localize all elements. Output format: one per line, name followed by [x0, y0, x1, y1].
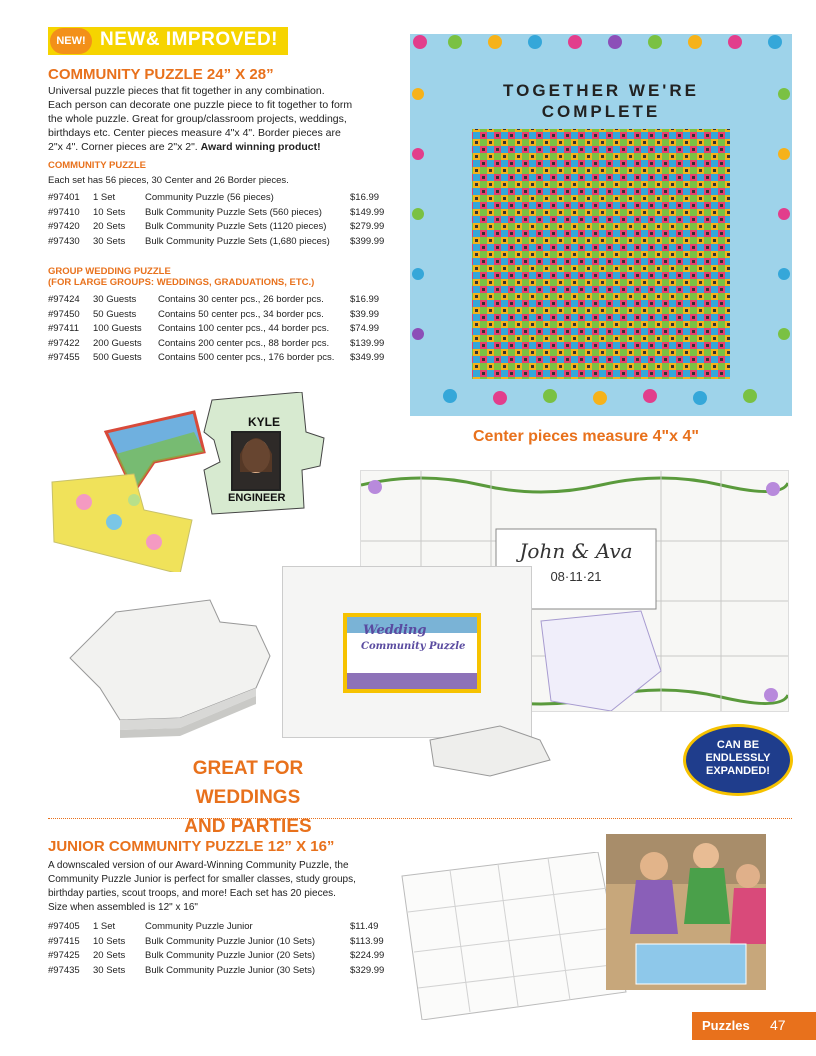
box-title-2: Community Puzzle	[361, 641, 466, 652]
center-pieces-caption: Center pieces measure 4"x 4"	[473, 428, 699, 445]
box-title-1: Wedding	[363, 623, 427, 638]
new-burst-icon: NEW!	[50, 28, 92, 54]
table-row: #97430 30 Sets Bulk Community Puzzle Sets (1,680 pieces) $399.99	[48, 235, 385, 247]
box-label	[343, 613, 481, 693]
together-banner: TOGETHER WE'RE COMPLETE	[503, 81, 699, 121]
wedding-date: 08·11·21	[550, 569, 602, 584]
page-number: 47	[770, 1017, 786, 1033]
community-puzzle-title: COMMUNITY PUZZLE 24” X 28”	[48, 66, 274, 83]
wedding-price-table	[48, 294, 392, 367]
great-for-weddings-caption: GREAT FOR WEDDINGS AND PARTIES	[184, 758, 312, 837]
table-row: #97450 50 Guests Contains 50 center pcs., 34 border pcs. $39.99	[48, 308, 380, 320]
community-set-note: Each set has 56 pieces, 30 Center and 26 Border pieces.	[48, 175, 289, 186]
community-description: Universal puzzle pieces that fit together in any combination. Each person can decorate one puzzle piece to fit together to form the whole puzzle. Great for group/classroom projects, weddings, birthdays etc. Center pieces measure 4"x 4". Border pieces are 2"x 4". Corner pieces are 2"x 2". Award winning product!	[48, 85, 353, 153]
community-subtitle: COMMUNITY PUZZLE	[48, 160, 146, 171]
table-row: #97424 30 Guests Contains 30 center pcs., 26 border pcs. $16.99	[48, 294, 380, 305]
engineer-label: ENGINEER	[228, 492, 286, 504]
junior-description: A downscaled version of our Award-Winning Community Puzzle, the Community Puzzle Junior is perfect for smaller classes, study groups, birthday parties, scout troops, and more! Each set has 20 pieces. Size when assembled is 12" x 16"	[48, 860, 356, 913]
blank-piece-stack-image	[60, 592, 310, 740]
decorated-pieces-image	[44, 392, 344, 572]
table-row: #97455 500 Guests Contains 500 center pcs., 176 border pcs. $349.99	[48, 352, 385, 363]
wedding-subtitle: GROUP WEDDING PUZZLE (FOR LARGE GROUPS: WEDDINGS, GRADUATIONS, ETC.)	[48, 266, 315, 288]
community-price-table	[48, 192, 392, 250]
table-row: #97435 30 Sets Bulk Community Puzzle Junior (30 Sets) $329.99	[48, 964, 385, 976]
table-row: #97425 20 Sets Bulk Community Puzzle Junior (20 Sets) $224.99	[48, 950, 385, 961]
table-row: #97422 200 Guests Contains 200 center pcs., 88 border pcs. $139.99	[48, 337, 385, 349]
table-row: #97420 20 Sets Bulk Community Puzzle Sets (1120 pieces) $279.99	[48, 221, 385, 232]
endlessly-expanded-badge: CAN BE ENDLESSLY EXPANDED!	[683, 724, 793, 796]
wedding-puzzle-box	[282, 566, 532, 738]
junior-puzzle-title: JUNIOR COMMUNITY PUZZLE 12” X 16”	[48, 838, 335, 855]
table-row: #97401 1 Set Community Puzzle (56 pieces) $16.99	[48, 192, 380, 203]
kids-playing-photo	[606, 834, 766, 990]
table-row: #97405 1 Set Community Puzzle Junior $11.49	[48, 921, 379, 932]
table-row: #97410 10 Sets Bulk Community Puzzle Sets (560 pieces) $149.99	[48, 206, 385, 218]
mosaic-puzzle	[472, 129, 730, 379]
award-text: Award winning product!	[200, 141, 321, 153]
junior-blank-puzzle-image	[398, 852, 630, 1020]
table-row: #97411 100 Guests Contains 100 center pcs., 44 border pcs. $74.99	[48, 323, 380, 334]
junior-price-table	[48, 921, 392, 979]
footer-section-label: Puzzles	[702, 1018, 750, 1033]
small-piece-stack-image	[420, 720, 560, 780]
section-divider	[48, 818, 792, 819]
couple-names: John & Ava	[519, 539, 633, 563]
table-row: #97415 10 Sets Bulk Community Puzzle Junior (10 Sets) $113.99	[48, 935, 384, 947]
kyle-label: KYLE	[248, 415, 281, 429]
community-puzzle-photo	[410, 34, 792, 416]
new-improved-label: NEW& IMPROVED!	[100, 29, 278, 50]
